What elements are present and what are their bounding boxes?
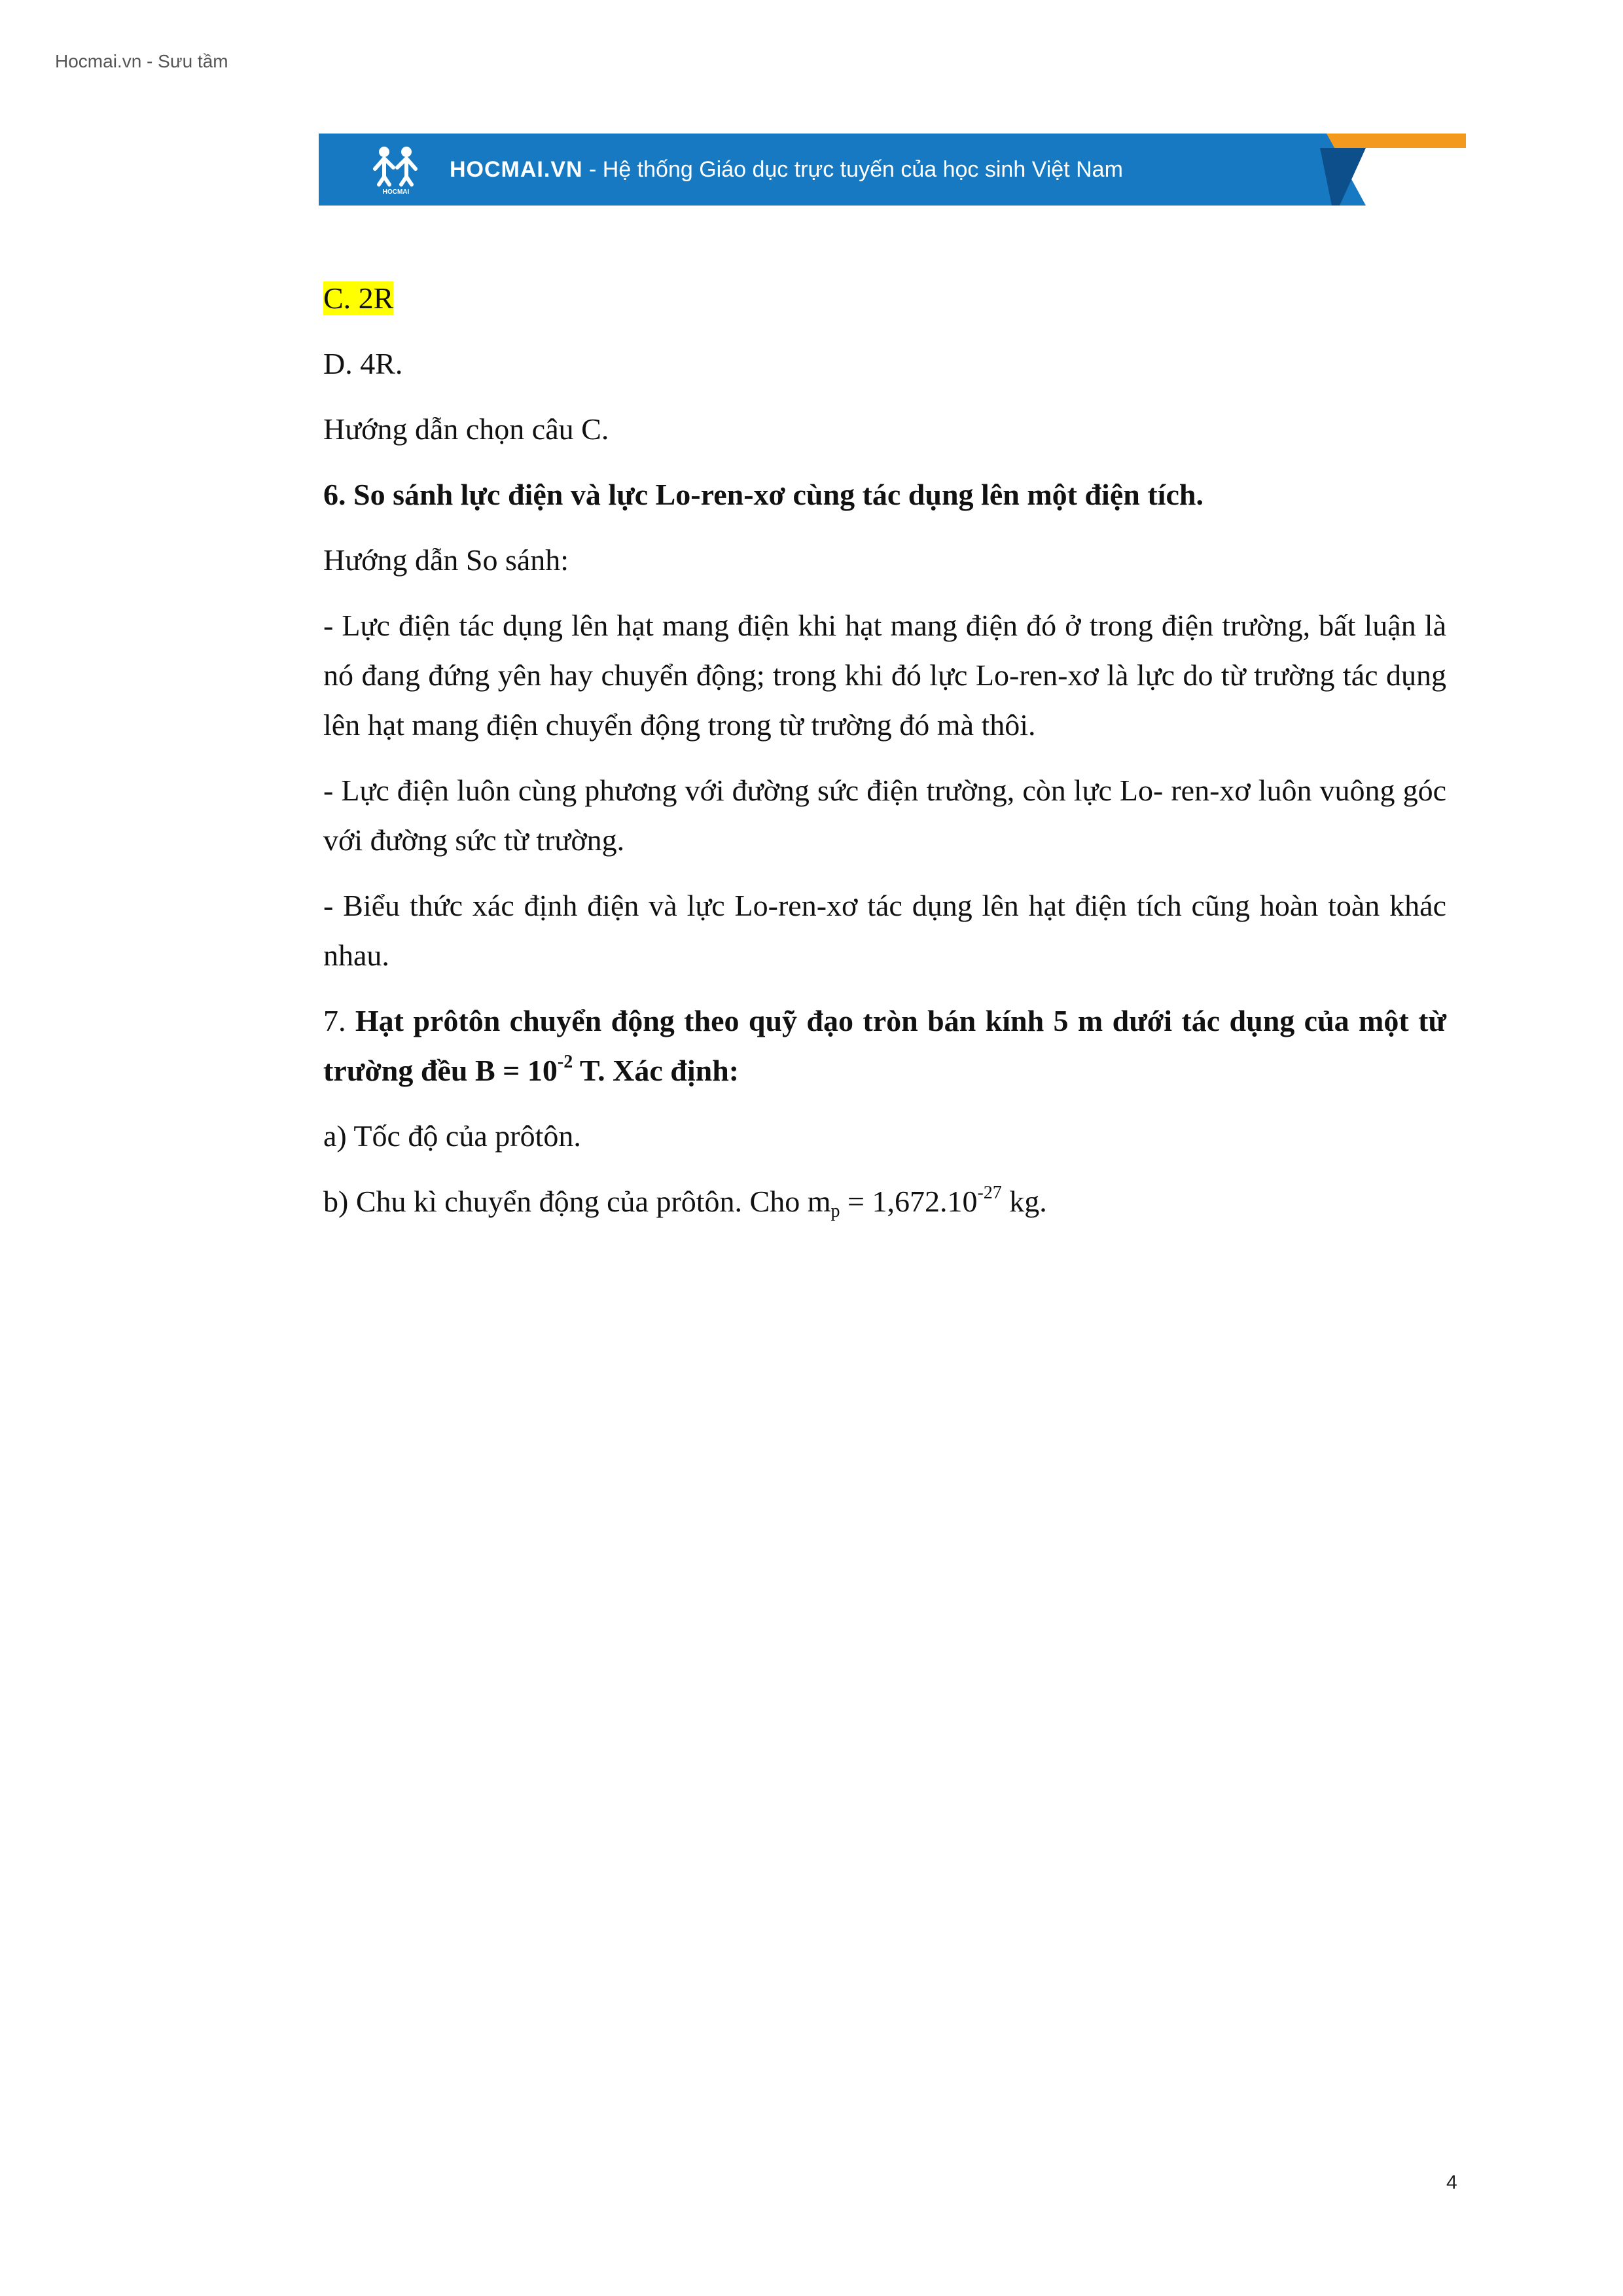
- option-c: [323, 274, 1446, 323]
- hocmai-logo-icon: [370, 144, 422, 195]
- question-6-point-2: - Lực điện luôn cùng phương với đường sức điện trường, còn lực Lo- ren-xơ luôn vuông góc với đường sức từ trường.: [323, 774, 1446, 857]
- option-c-highlight: C. 2R: [323, 281, 394, 315]
- logo-caption: HOCMAI: [382, 188, 410, 195]
- question-6-title: 6. So sánh lực điện và lực Lo-ren-xơ cùng tác dụng lên một điện tích.: [323, 478, 1204, 511]
- answer-guide: Hướng dẫn chọn câu C.: [323, 412, 609, 446]
- question-6-point-1: - Lực điện tác dụng lên hạt mang điện khi hạt mang điện đó ở trong điện trường, bất luận là nó đang đứng yên hay chuyển động; trong khi đó lực Lo-ren-xơ là lực do từ trường tác dụng lên hạt mang điện chuyển động trong từ trường đó mà thôi.: [323, 609, 1446, 742]
- document-body: [323, 274, 1446, 1242]
- question-7-number: 7.: [323, 1004, 355, 1037]
- question-6-guide: Hướng dẫn So sánh:: [323, 543, 569, 577]
- question-6-point-3: - Biểu thức xác định điện và lực Lo-ren-xơ tác dụng lên hạt điện tích cũng hoàn toàn khác nhau.: [323, 889, 1446, 972]
- question-7-part-b: b) Chu kì chuyển động của prôtôn. Cho $m_p = 1,672.10^{-27}$ kg.: [323, 1183, 1047, 1221]
- proton-mass-exponent: -27: [977, 1183, 1002, 1203]
- banner-title: [450, 157, 1123, 183]
- option-d: D. 4R.: [323, 347, 403, 380]
- question-7-text: Hạt prôtôn chuyển động theo quỹ đạo tròn bán kính 5 m dưới tác dụng của một từ trường đều $B = 10^{-2}$ T. Xác định:: [323, 1004, 1446, 1087]
- proton-mass-subscript: p: [830, 1201, 840, 1221]
- question-7-exponent: -2: [557, 1052, 573, 1072]
- banner-brand: HOCMAI.VN: [450, 157, 583, 182]
- page-number: 4: [1446, 2172, 1457, 2193]
- hocmai-banner: [319, 134, 1466, 206]
- banner-tagline: - Hệ thống Giáo dục trực tuyến của học sinh Việt Nam: [582, 157, 1123, 182]
- question-7-title: [323, 996, 1446, 1096]
- source-watermark: Hocmai.vn - Sưu tầm: [55, 51, 228, 71]
- question-7-part-a: a) Tốc độ của prôtôn.: [323, 1119, 581, 1153]
